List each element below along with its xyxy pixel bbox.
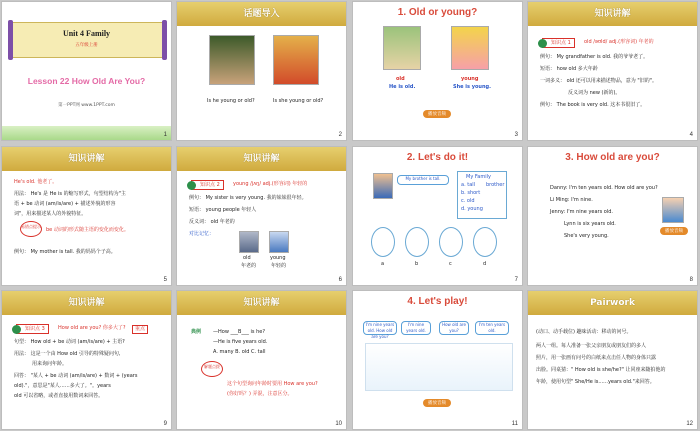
- meaning-old: 年老的: [241, 263, 257, 269]
- slide-heading: Pairwork: [590, 298, 635, 308]
- slide-thumbnail-12[interactable]: [527, 290, 698, 430]
- boy-photo: [209, 35, 255, 85]
- answer-line-1: 回答： "某人 + be 动词 (am/is/are) + 数词 + (years: [14, 373, 138, 379]
- antonym-line: 反义词为 new (新的)。: [568, 90, 621, 96]
- picture-oval-d: [473, 227, 497, 257]
- slide-header: [2, 147, 171, 171]
- slide-thumbnail-9[interactable]: [1, 290, 172, 430]
- mistake-tip-badge: 易错点提示: [20, 221, 42, 237]
- sentence-old: He is old.: [389, 84, 416, 90]
- example-line: 例句： My mother is tall. 我的妈妈个子高。: [14, 249, 116, 255]
- label-b: b: [415, 261, 419, 267]
- key-sentence: He's old. 他老了。: [14, 179, 58, 185]
- word-young: young: [461, 76, 479, 82]
- tip-line-1: 这个句型询问年龄时要用 How are you?: [227, 381, 318, 387]
- activity-line-2: 两人一组。每人准备一张父亲朋友或朋友们的多人: [536, 343, 647, 349]
- young-man-picture: [269, 231, 289, 253]
- option-a: a. tall: [461, 182, 476, 188]
- answer-line: —He is five years old.: [213, 339, 268, 345]
- answer-line-2: old)."，意思是"某人……多大了。"。years: [14, 383, 111, 389]
- box-title: My Family: [466, 174, 491, 180]
- slide-thumbnail-4[interactable]: [527, 1, 698, 141]
- activity-line-1: (动口、动手载位) 趣味活动：移动的问号。: [536, 329, 632, 335]
- pattern-line: 句型： How old + be 动词 (am/is/are) + 主语?: [14, 339, 125, 345]
- title-banner: [10, 22, 165, 58]
- slide-header: [177, 147, 346, 171]
- banner-pole-left: [8, 20, 13, 60]
- speech-bubble-2: I'm nine years old.: [401, 321, 431, 335]
- slide-number: 10: [335, 421, 342, 427]
- slide-thumbnail-8[interactable]: [527, 146, 698, 286]
- slide-header: [177, 2, 346, 26]
- slide-heading: 话题导入: [243, 9, 280, 19]
- activity-line-4: 出脸。同桌猜：" How old is she/he?" 让同座来随拍他的: [536, 367, 666, 373]
- slide-thumbnail-11[interactable]: [352, 290, 523, 430]
- banner-pole-right: [162, 20, 167, 60]
- usage-line-2: 语 + be 动词 (am/is/are) + 描述外貌的形容: [14, 201, 116, 207]
- speech-bubble-3: How old are you?: [439, 321, 469, 335]
- slide-heading: 3. How old are you?: [565, 152, 660, 163]
- lesson-title: Lesson 22 How Old Are You?: [27, 76, 146, 86]
- dialogue-line-5: She's very young.: [564, 233, 609, 239]
- tip-line-2: (你好吗？) 弄混，注意区分。: [227, 391, 293, 397]
- slide-number: 11: [511, 421, 518, 427]
- grade-label: 五年级上册: [75, 43, 98, 48]
- knowledge-point-tag: 知识点 2: [191, 180, 224, 190]
- compare-label: 对比记忆：: [189, 231, 215, 237]
- label-c: c: [449, 261, 452, 267]
- family-word-box: [457, 171, 507, 219]
- picture-oval-a: [371, 227, 395, 257]
- usage-line-2: 用来询问年龄。: [32, 361, 68, 367]
- example-line-2: 例句： The book is very old. 这本书很旧了。: [540, 102, 646, 108]
- young-girl-picture: [451, 26, 489, 70]
- options-line: A. many B. old C. tall: [213, 349, 266, 355]
- slide-heading: 知识讲解: [594, 9, 631, 19]
- slide-thumbnail-10[interactable]: [176, 290, 347, 430]
- slide-thumbnail-1[interactable]: [1, 1, 172, 141]
- slide-number: 7: [514, 277, 518, 283]
- slide-header: [177, 291, 346, 315]
- slide-thumbnail-5[interactable]: [1, 146, 172, 286]
- dialogue-line-3: Jenny: I'm nine years old.: [550, 209, 614, 215]
- slide-thumbnail-7[interactable]: [352, 146, 523, 286]
- question-1: Is he young or old?: [207, 98, 255, 104]
- speech-bubble-4: I'm ten years old.: [475, 321, 509, 335]
- meaning-young: 年轻的: [271, 263, 287, 269]
- question-2: Is she young or old?: [273, 98, 324, 104]
- slide-number: 9: [163, 421, 167, 427]
- knowledge-point-tag: 知识点 3: [16, 324, 49, 334]
- tip-text: be 动词的形式随主语的变化而变化。: [46, 227, 129, 233]
- slide-heading: 知识讲解: [243, 154, 280, 164]
- knowledge-point-tag: 知识点 1: [542, 38, 575, 48]
- slide-thumbnail-2[interactable]: [176, 1, 347, 141]
- example-line: 例句： My grandfather is old. 我的爷爷老了。: [540, 54, 649, 60]
- label-a: a: [381, 261, 385, 267]
- picture-oval-b: [405, 227, 429, 257]
- keyword-definition: young /jʌŋ/ adj.(形容词) 年轻的: [233, 181, 308, 187]
- slide-heading: 知识讲解: [68, 154, 105, 164]
- phrase-line: 短语： young people 年轻人: [189, 207, 257, 213]
- slide-number: 3: [514, 132, 518, 138]
- grandma-photo: [273, 35, 319, 85]
- dialogue-line-1: Danny: I'm ten years old. How old are you?: [550, 185, 658, 191]
- word-old: old: [396, 76, 405, 82]
- polysemy-line: 一词多义： old 还可以用来描述物品，意为 "旧的"。: [540, 78, 657, 84]
- kids-playing-picture: [365, 343, 513, 391]
- option-d: d. young: [461, 206, 483, 212]
- play-audio-button[interactable]: 播放音频: [423, 110, 451, 118]
- usage-line-1: 用法： 这是一个由 How old 引导的特殊疑问句,: [14, 351, 121, 357]
- slide-heading: 知识讲解: [243, 298, 280, 308]
- slide-heading: 2. Let's do it!: [406, 152, 469, 163]
- grass-decoration: [2, 126, 171, 140]
- slide-number: 2: [338, 132, 342, 138]
- speech-bubble-1: I'm nine years old. How old are you?: [363, 321, 397, 335]
- usage-line-3: 词"，用来描述某人的外貌特征。: [14, 211, 87, 217]
- boy-picture: [373, 173, 393, 199]
- slide-header: [2, 291, 171, 315]
- slide-heading: 4. Let's play!: [407, 296, 468, 307]
- slide-number: 6: [338, 277, 342, 283]
- label-d: d: [483, 261, 487, 267]
- slide-number: 4: [689, 132, 693, 138]
- activity-line-5: 年龄，使用句型" She/He is......years old."来回答。: [536, 379, 655, 385]
- slide-number: 1: [163, 132, 167, 138]
- option-c: c. old: [461, 198, 475, 204]
- play-audio-button[interactable]: 播放音频: [660, 227, 688, 235]
- antonym-line: 反义词： old 年老的: [189, 219, 235, 225]
- slide-number: 5: [163, 277, 167, 283]
- word-old: old: [243, 255, 251, 261]
- slide-number: 8: [689, 277, 693, 283]
- key-point-badge: 重点: [132, 325, 148, 334]
- activity-line-3: 照片，用一张画有问号的白纸来点击任人物的身体只露: [536, 355, 657, 361]
- slide-thumbnail-6[interactable]: [176, 146, 347, 286]
- example-line: 例句： My sister is very young. 我的妹妹很年轻。: [189, 195, 307, 201]
- speech-bubble: My brother is tall.: [397, 175, 449, 185]
- unit-title: Unit 4 Family: [62, 29, 111, 38]
- answer-line-3: old 可以省略，或者直接用数词来回答。: [14, 393, 104, 399]
- slide-heading: 知识讲解: [68, 298, 105, 308]
- kids-picture: [662, 197, 684, 223]
- dialogue-line-4: Lynn is six years old.: [564, 221, 616, 227]
- answer-brother: brother: [486, 182, 505, 188]
- phrase-line: 短语： how old 多大年龄: [540, 66, 598, 72]
- keyword-definition: How old are you? 你多大了?: [58, 325, 126, 331]
- question-line: —How ___B___ is he?: [213, 329, 265, 335]
- option-b: b. short: [461, 190, 481, 196]
- usage-line-1: 用法： He's 是 He is 的缩写形式，句型结构为"主: [14, 191, 126, 197]
- slide-number: 12: [686, 421, 693, 427]
- solution-tip-badge: 解题点拨: [201, 361, 223, 377]
- old-man-picture: [383, 26, 421, 70]
- word-young: young: [270, 255, 286, 261]
- old-man-picture: [239, 231, 259, 253]
- picture-oval-c: [439, 227, 463, 257]
- play-audio-button[interactable]: 播放音频: [423, 399, 451, 407]
- slide-header: [528, 2, 697, 26]
- slide-heading: 1. Old or young?: [397, 7, 478, 18]
- slide-thumbnail-3[interactable]: [352, 1, 523, 141]
- keyword-definition: old /əʊld/ adj.(形容词) 年老的: [584, 39, 654, 45]
- example-label: 典例: [191, 329, 202, 335]
- slide-header: [528, 291, 697, 315]
- sentence-young: She is young.: [453, 84, 492, 90]
- dialogue-line-2: Li Ming: I'm nine.: [550, 197, 593, 203]
- site-credit: 第一PPT网 www.1PPT.com: [58, 103, 115, 108]
